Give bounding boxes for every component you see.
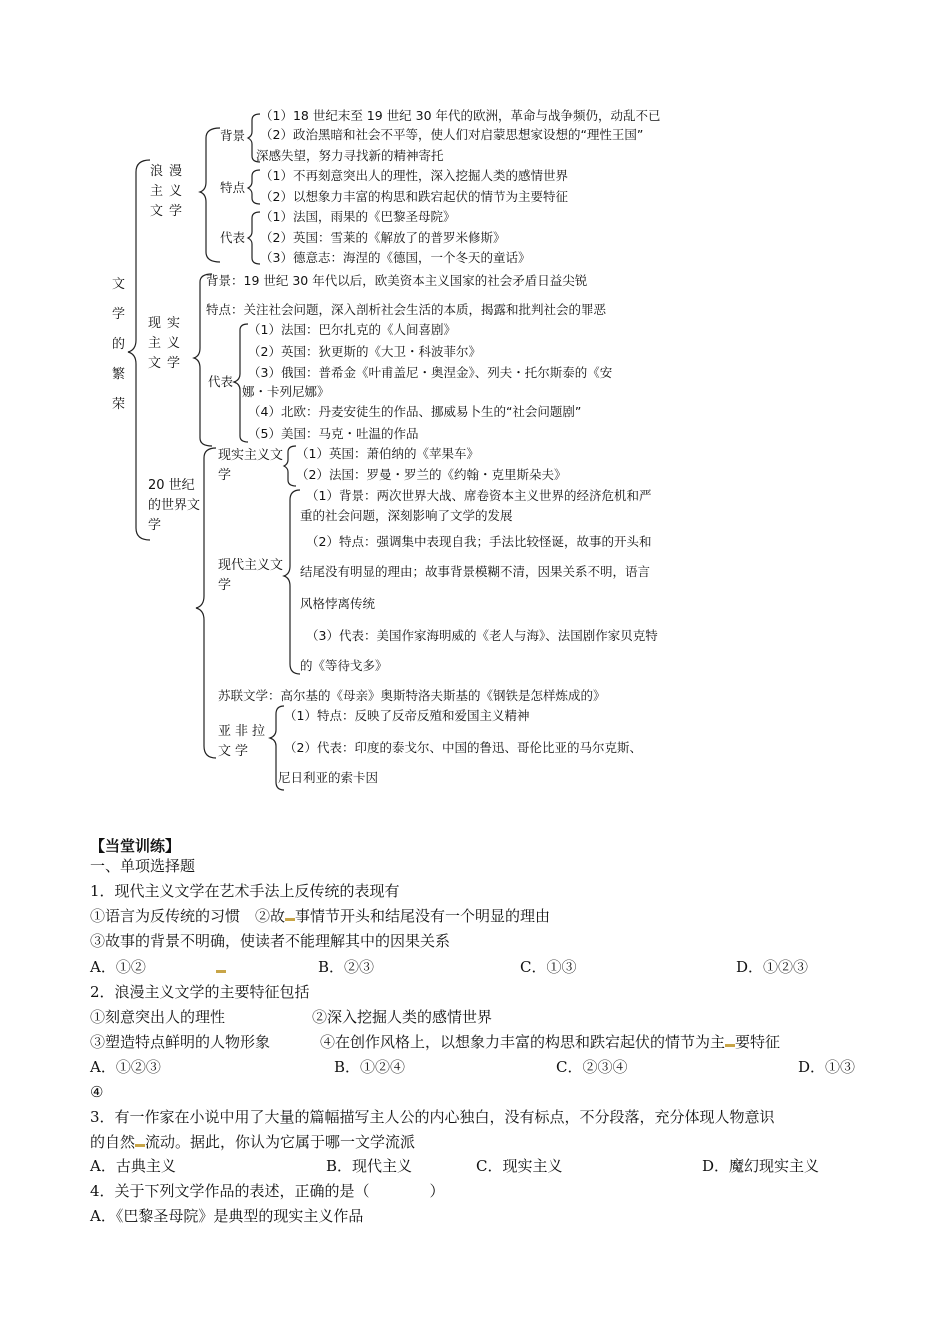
- c20-ala-1: （1）特点：反映了反帝反殖和爱国主义精神: [284, 708, 530, 723]
- highlight-mark: [725, 1044, 735, 1047]
- q3-c: C．现实主义: [476, 1157, 563, 1175]
- q4-a: A．《巴黎圣母院》是典型的现实主义作品: [90, 1207, 364, 1225]
- q3-b: B．现代主义: [326, 1157, 413, 1175]
- romantic-rep-label: 代表: [220, 230, 246, 245]
- c20-ala-label: 亚非拉文学: [218, 724, 270, 759]
- q2-d-cont: ④: [90, 1083, 104, 1101]
- training-title: 【当堂训练】: [90, 837, 181, 855]
- romantic-feat-2: （2）以想象力丰富的构思和跌宕起伏的情节为主要特征: [260, 189, 568, 204]
- romantic-feat-bracket: [248, 170, 260, 204]
- c20-modern-1: （1）背景：两次世界大战、席卷资本主义世界的经济危机和严: [306, 488, 652, 503]
- c20-modern-label: 现代主义文学: [218, 558, 284, 593]
- q3-line2: 的自然 流动。据此，你认为它属于哪一文学流派: [90, 1133, 416, 1151]
- c20-ala-2: （2）代表：印度的泰戈尔、中国的鲁迅、哥伦比亚的马尔克斯、: [284, 740, 642, 755]
- romantic-rep-2: （2）英国：雪莱的《解放了的普罗米修斯》: [260, 230, 506, 245]
- c20-soviet: 苏联文学：高尔基的《母亲》奥斯特洛夫斯基的《钢铁是怎样炼成的》: [218, 688, 606, 703]
- romantic-bg-3: 深感失望，努力寻找新的精神寄托: [256, 148, 444, 163]
- realist-rep-3b: 娜・卡列尼娜》: [242, 384, 330, 399]
- q2-b: B．①②④: [334, 1058, 406, 1076]
- realist-feat: 特点：关注社会问题，深入剖析社会生活的本质，揭露和批判社会的罪恶: [206, 302, 607, 317]
- realist-label: 现实主义文学: [148, 316, 187, 371]
- q2-opt1: ①刻意突出人的理性: [90, 1008, 226, 1026]
- romantic-bracket: [200, 128, 220, 262]
- c20-realist-1: （1）英国：萧伯纳的《苹果车》: [296, 446, 479, 461]
- q2-opt3: ③塑造特点鲜明的人物形象: [90, 1033, 271, 1051]
- c20-modern-6: （3）代表：美国作家海明威的《老人与海》、法国剧作家贝克特: [306, 628, 658, 643]
- c20-realist-label: 现实主义文学: [218, 448, 284, 483]
- romantic-feat-1: （1）不再刻意突出人的理性，深入挖掘人类的感情世界: [260, 168, 568, 183]
- realist-rep-label: 代表: [208, 374, 234, 389]
- c20-modern-7: 的《等待戈多》: [300, 658, 388, 673]
- romantic-feat-label: 特点: [220, 180, 246, 195]
- realist-rep-3: （3）俄国：普希金《叶甫盖尼・奥涅金》、列夫・托尔斯泰的《安: [248, 365, 613, 380]
- c20-modern-4: 结尾没有明显的理由；故事背景模糊不清，因果关系不明，语言: [300, 564, 651, 579]
- q2-c: C．②③④: [556, 1058, 628, 1076]
- c20-realist-2: （2）法国：罗曼・罗兰的《约翰・克里斯朵夫》: [296, 467, 567, 482]
- romantic-rep-3: （3）德意志：海涅的《德国，一个冬天的童话》: [260, 250, 531, 265]
- realist-rep-bracket: [234, 324, 248, 442]
- q2-d: D．①③: [798, 1058, 856, 1076]
- q1-stem: 1．现代主义文学在艺术手法上反传统的表现有: [90, 882, 400, 900]
- q3-line1: 3．有一作家在小说中用了大量的篇幅描写主人公的内心独白，没有标点，不分段落，充分体现人物意识: [90, 1108, 775, 1126]
- realist-rep-1: （1）法国：巴尔扎克的《人间喜剧》: [248, 322, 456, 337]
- q3-d: D．魔幻现实主义: [702, 1157, 820, 1175]
- q2-opt4: ④在创作风格上，以想象力丰富的构思和跌宕起伏的情节为主 要特征: [320, 1033, 781, 1051]
- tree-root-label: 文学的繁荣: [112, 277, 126, 412]
- q2-opt2: ②深入挖掘人类的感情世界: [312, 1008, 493, 1026]
- realist-rep-4: （4）北欧：丹麦安徒生的作品、挪威易卜生的“社会问题剧”: [248, 404, 582, 419]
- q2-stem: 2．浪漫主义文学的主要特征包括: [90, 983, 310, 1001]
- q1-d: D．①②③: [736, 958, 809, 976]
- c20-modern-3: （2）特点：强调集中表现自我；手法比较怪诞，故事的开头和: [306, 534, 652, 549]
- romantic-rep-1: （1）法国，雨果的《巴黎圣母院》: [260, 209, 456, 224]
- q3-a: A．古典主义: [90, 1157, 176, 1175]
- q4-stem: 4．关于下列文学作品的表述，正确的是（ ）: [90, 1182, 445, 1200]
- c20-label: 20 世纪的世界文学: [148, 478, 201, 533]
- q1-opt1: ①语言为反传统的习惯 ②故 事情节开头和结尾没有一个明显的理由: [90, 907, 551, 925]
- realist-bg: 背景：19 世纪 30 年代以后，欧美资本主义国家的社会矛盾日益尖锐: [206, 273, 588, 288]
- highlight-mark: [135, 1144, 145, 1147]
- q1-c: C．①③: [520, 958, 577, 976]
- romantic-bg-2: （2）政治黑暗和社会不平等，使人们对启蒙思想家设想的“理性王国”: [260, 127, 644, 142]
- realist-rep-2: （2）英国：狄更斯的《大卫・科波菲尔》: [248, 344, 481, 359]
- romantic-bg-label: 背景: [220, 128, 246, 143]
- romantic-rep-bracket: [248, 212, 260, 264]
- c20-ala-3: 尼日利亚的索卡因: [278, 770, 379, 785]
- q1-b: B．②③: [318, 958, 375, 976]
- realist-rep-5: （5）美国：马克・吐温的作品: [248, 426, 419, 441]
- training-section: 一、单项选择题: [90, 857, 196, 875]
- romantic-bg-1: （1）18 世纪末至 19 世纪 30 年代的欧洲，革命与战争频仍，动乱不已: [260, 108, 661, 123]
- c20-modern-2: 重的社会问题，深刻影响了文学的发展: [300, 508, 513, 523]
- root-bracket: [128, 160, 150, 540]
- q2-a: A．①②③: [90, 1058, 161, 1076]
- romantic-label: 浪漫主义文学: [150, 164, 189, 219]
- c20-modern-5: 风格悖离传统: [300, 596, 376, 611]
- q1-opt2: ③故事的背景不明确，使读者不能理解其中的因果关系: [90, 932, 451, 950]
- q1-a: A．①②: [90, 958, 146, 976]
- highlight-mark: [216, 970, 226, 973]
- realist-bracket: [194, 274, 212, 446]
- highlight-mark: [285, 918, 295, 921]
